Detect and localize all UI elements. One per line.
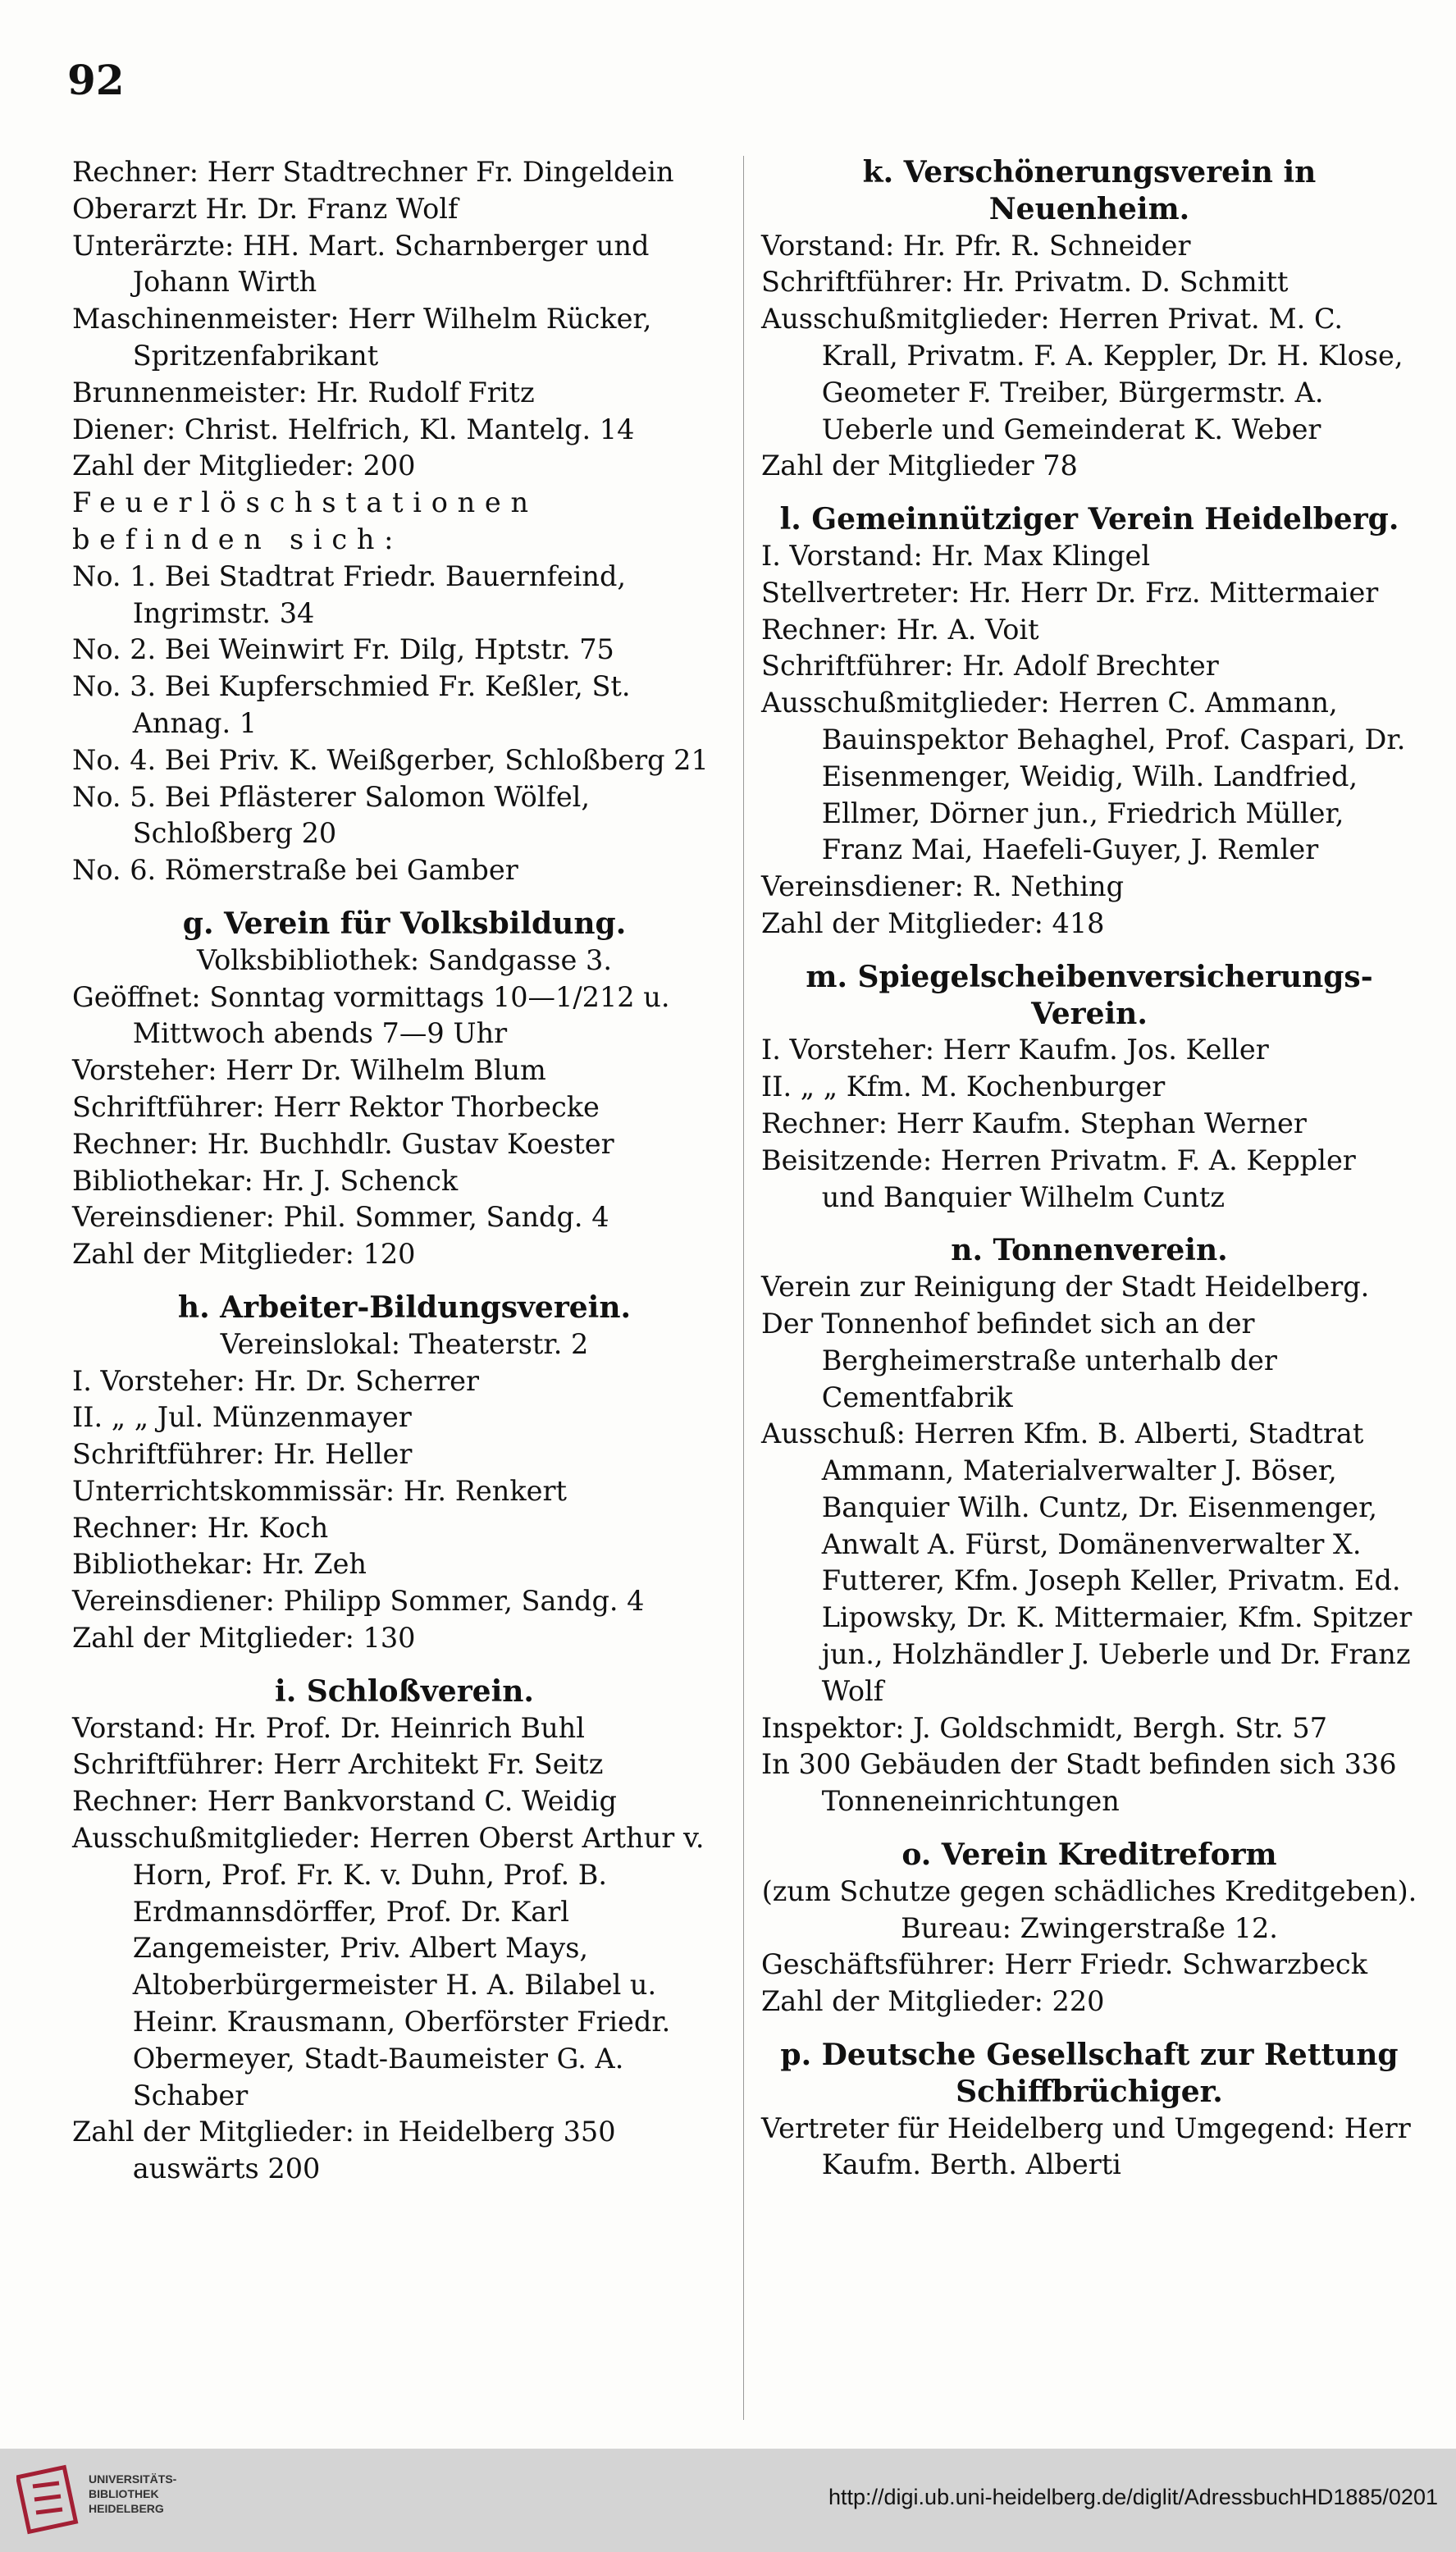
section-subheading: Vereinslokal: Theaterstr. 2 (220, 1327, 589, 1360)
text-line: Schriftführer: Herr Rektor Thorbecke (72, 1090, 600, 1123)
section-heading: h. Arbeiter-Bildungsverein. (177, 1290, 632, 1325)
list-item: No. 4. Bei Priv. K. Weißgerber, Schloßberg 21 (72, 743, 709, 776)
library-name-line: HEIDELBERG (89, 2502, 164, 2515)
text-line: Rechner: Herr Kaufm. Stephan Werner (761, 1107, 1307, 1139)
text-line: Vereinsdiener: Philipp Sommer, Sandg. 4 (72, 1585, 645, 1618)
section-heading: g. Verein für Volksbildung. (182, 906, 627, 941)
column-divider (743, 156, 744, 2420)
text-line: I. Vorstand: Hr. Max Klingel (761, 539, 1151, 572)
right-column (761, 154, 1417, 2184)
text-line: Diener: Christ. Helfrich, Kl. Mantelg. 14 (72, 413, 635, 445)
list-item: No. 5. Bei Pflästerer Salomon Wölfel, Schloßberg 20 (72, 780, 591, 850)
section-subheading: Feuerlöschstationen befinden sich: (72, 486, 538, 555)
text-line: Maschinenmeister: Herr Wilhelm Rücker, Spritzenfabrikant (72, 303, 652, 372)
library-name (89, 2472, 176, 2516)
text-line: Unterärzte: HH. Mart. Scharnberger und Johann Wirth (72, 229, 650, 299)
text-line: Zahl der Mitglieder: in Heidelberg 350 auswärts 200 (72, 2116, 616, 2185)
text-line: Ausschußmitglieder: Herren Oberst Arthur v. Horn, Prof. Fr. K. v. Duhn, Prof. B. Erdmannsdörffer, Prof. Dr. Karl Zangemeister, Priv. Albert Mays, Altoberbürgermeister H. A. Bilabel u. Heinr. Krausmann, Oberförster Friedr. Obermeyer, Stadt-Baumeister G. A. Schaber (72, 1822, 705, 2111)
text-line: Beisitzende: Herren Privatm. F. A. Keppler und Banquier Wilhelm Cuntz (761, 1144, 1356, 1213)
text-line: Zahl der Mitglieder: 418 (761, 906, 1105, 939)
text-line: Unterrichtskommissär: Hr. Renkert (72, 1474, 567, 1507)
text-line: Stellvertreter: Hr. Herr Dr. Frz. Mittermaier (761, 576, 1379, 609)
text-line: II. „ „ Jul. Münzenmayer (72, 1401, 412, 1434)
text-line: Rechner: Herr Stadtrechner Fr. Dingeldein (72, 156, 674, 188)
text-line: Schriftführer: Hr. Heller (72, 1438, 413, 1471)
text-line: Rechner: Hr. A. Voit (761, 613, 1039, 646)
list-item: No. 6. Römerstraße bei Gamber (72, 854, 518, 887)
text-line: Der Tonnenhof befindet sich an der Bergheimerstraße unterhalb der Cementfabrik (761, 1307, 1277, 1413)
text-line: Rechner: Hr. Koch (72, 1511, 329, 1544)
text-line: Oberarzt Hr. Dr. Franz Wolf (72, 192, 459, 225)
text-line: In 300 Gebäuden der Stadt befinden sich 336 Tonneneinrichtungen (761, 1748, 1397, 1818)
text-line: Zahl der Mitglieder: 120 (72, 1238, 416, 1271)
section-heading: m. Spiegelscheibenversicherungs-Verein. (806, 959, 1373, 1031)
text-line: Vereinsdiener: R. Nething (761, 870, 1125, 903)
text-line: Geschäftsführer: Herr Friedr. Schwarzbeck (761, 1948, 1367, 1981)
section-heading: l. Gemeinnütziger Verein Heidelberg. (779, 502, 1399, 537)
text-line: Zahl der Mitglieder: 200 (72, 450, 416, 482)
text-line: I. Vorsteher: Herr Kaufm. Jos. Keller (761, 1034, 1269, 1066)
section-subheading: Volksbibliothek: Sandgasse 3. (197, 943, 612, 976)
section-heading: n. Tonnenverein. (951, 1233, 1228, 1268)
text-line: Vertreter für Heidelberg und Umgegend: Herr Kaufm. Berth. Alberti (761, 2111, 1411, 2181)
text-line: Schriftführer: Hr. Privatm. D. Schmitt (761, 266, 1289, 299)
section-heading: o. Verein Kreditreform (901, 1838, 1277, 1873)
section-subheading: Bureau: Zwingerstraße 12. (901, 1911, 1278, 1944)
text-line: I. Vorsteher: Hr. Dr. Scherrer (72, 1364, 479, 1397)
text-line: Zahl der Mitglieder: 220 (761, 1985, 1105, 2018)
left-column (72, 154, 737, 2188)
text-line: Geöffnet: Sonntag vormittags 10—1/212 u. Mittwoch abends 7—9 Uhr (72, 980, 670, 1050)
digitization-footer (0, 2449, 1456, 2552)
text-line: Ausschuß: Herren Kfm. B. Alberti, Stadtrat Ammann, Materialverwalter J. Böser, Banquier Wilh. Cuntz, Dr. Eisenmenger, Anwalt A. Fürst, Domänenverwalter X. Futterer, Kfm. Joseph Keller, Privatm. Ed. Lipowsky, Dr. K. Mittermaier, Kfm. Spitzer jun., Holzhändler J. Ueberle und Dr. Franz Wolf (761, 1418, 1413, 1707)
source-url-link[interactable]: http://digi.ub.uni-heidelberg.de/diglit/AdressbuchHD1885/0201 (828, 2485, 1438, 2509)
list-item: No. 1. Bei Stadtrat Friedr. Bauernfeind, Ingrimstr. 34 (72, 559, 627, 629)
text-line: Zahl der Mitglieder 78 (761, 450, 1078, 482)
library-name-line: BIBLIOTHEK (89, 2487, 159, 2500)
text-line: Ausschußmitglieder: Herren Privat. M. C. Krall, Privatm. F. A. Keppler, Dr. H. Klose, Geometer F. Treiber, Bürgermstr. A. Ueberle und Gemeinderat K. Weber (761, 303, 1404, 445)
list-item: No. 3. Bei Kupferschmied Fr. Keßler, St. Annag. 1 (72, 670, 631, 739)
text-line: II. „ „ Kfm. M. Kochenburger (761, 1071, 1166, 1103)
section-subheading: (zum Schutze gegen schädliches Kreditgeben). (761, 1874, 1417, 1907)
text-line: Rechner: Herr Bankvorstand C. Weidig (72, 1785, 617, 1818)
text-line: Vorsteher: Herr Dr. Wilhelm Blum (72, 1054, 546, 1087)
text-line: Bibliothekar: Hr. Zeh (72, 1548, 367, 1581)
text-line: Brunnenmeister: Hr. Rudolf Fritz (72, 376, 535, 409)
section-heading: i. Schloßverein. (275, 1673, 534, 1709)
text-line: Zahl der Mitglieder: 130 (72, 1622, 416, 1655)
section-heading: k. Verschönerungsverein in Neuenheim. (862, 155, 1317, 226)
text-line: Vorstand: Hr. Prof. Dr. Heinrich Buhl (72, 1711, 585, 1744)
text-line: Bibliothekar: Hr. J. Schenck (72, 1164, 459, 1197)
text-line: Vereinsdiener: Phil. Sommer, Sandg. 4 (72, 1201, 609, 1234)
text-line: Verein zur Reinigung der Stadt Heidelberg. (761, 1271, 1370, 1303)
text-line: Inspektor: J. Goldschmidt, Bergh. Str. 57 (761, 1711, 1328, 1744)
text-line: Rechner: Hr. Buchhdlr. Gustav Koester (72, 1127, 614, 1160)
page-number: 92 (67, 56, 125, 104)
text-line: Schriftführer: Hr. Adolf Brechter (761, 650, 1219, 683)
text-line: Schriftführer: Herr Architekt Fr. Seitz (72, 1748, 604, 1781)
library-name-line: UNIVERSITÄTS- (89, 2472, 177, 2486)
university-library-logo-icon (16, 2463, 82, 2536)
text-line: Vorstand: Hr. Pfr. R. Schneider (761, 229, 1191, 262)
list-item: No. 2. Bei Weinwirt Fr. Dilg, Hptstr. 75 (72, 633, 614, 666)
section-heading: p. Deutsche Gesellschaft zur Rettung Schiffbrüchiger. (780, 2038, 1399, 2109)
text-line: Ausschußmitglieder: Herren C. Ammann, Bauinspektor Behaghel, Prof. Caspari, Dr. Eisenmenger, Weidig, Wilh. Landfried, Ellmer, Dörner jun., Friedrich Müller, Franz Mai, Haefeli-Guyer, J. Remler (761, 687, 1406, 866)
